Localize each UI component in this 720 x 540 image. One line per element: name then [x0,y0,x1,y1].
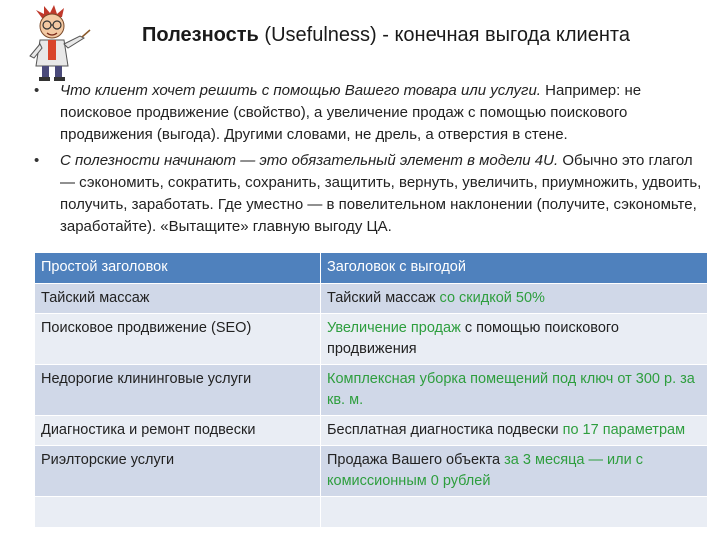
bullet-dot: • [34,152,40,169]
benefit-plain: с помощью поискового продвижения [327,320,619,357]
headline-comparison-table [34,252,708,528]
table-row [35,284,708,314]
table-row [35,365,708,416]
cell-benefit [321,416,708,446]
title-bold: Полезность [142,24,259,46]
bullet-dot: • [34,82,40,99]
bullet-text: Обычно это глагол — сэкономить, сократить, сохранить, защитить, вернуть, увеличить, приумножить, удвоить, получить, заработать. Где уместно — в повелительном наклонении (получите, сэкономьте, заработайте). «Вытащите» главную выгоду ЦА. [60,152,702,235]
table-row [35,497,708,528]
cell-simple: Тайский массаж [35,284,321,314]
bullet-italic: С полезности начинают — это обязательный элемент в модели 4U. [60,152,559,169]
bullet-italic: Что клиент хочет решить с помощью Вашего товара или услуги. [60,82,541,99]
benefit-plain: Продажа Вашего объекта [327,452,505,468]
table-row [35,314,708,365]
cell-benefit [321,446,708,497]
table-header-row [35,253,708,284]
benefit-green: за 3 месяца — или с комиссионным 0 рублей [327,452,643,489]
cell-simple [35,497,321,528]
bullet-item [34,80,706,146]
cell-benefit [321,284,708,314]
table-row [35,416,708,446]
cell-benefit [321,314,708,365]
cartoon-teacher-icon [22,4,92,82]
bullet-list [34,80,706,242]
header-benefit: Заголовок с выгодой [321,253,708,284]
benefit-green: Комплексная уборка помещений под ключ от 300 р. за кв. м. [327,371,695,408]
benefit-green: Увеличение продаж [327,320,461,336]
title-rest: (Usefulness) - конечная выгода клиента [258,24,630,46]
cell-simple: Поисковое продвижение (SEO) [35,314,321,365]
page-title [142,24,630,47]
header-simple: Простой заголовок [35,253,321,284]
table-row [35,446,708,497]
cell-benefit [321,365,708,416]
cell-simple: Риэлторские услуги [35,446,321,497]
cell-simple: Диагностика и ремонт подвески [35,416,321,446]
cell-benefit [321,497,708,528]
benefit-green: со скидкой 50% [439,290,545,306]
benefit-plain: Тайский массаж [327,290,440,306]
bullet-text: Например: не поисковое продвижение (свойство), а увеличение продаж с помощью поискового продвижения (выгода). Другими словами, не дрель, а отверстия в стене. [60,82,642,143]
bullet-item [34,150,706,238]
cell-simple: Недорогие клининговые услуги [35,365,321,416]
benefit-green: по 17 параметрам [562,422,686,438]
benefit-plain: Бесплатная диагностика подвески [327,422,563,438]
